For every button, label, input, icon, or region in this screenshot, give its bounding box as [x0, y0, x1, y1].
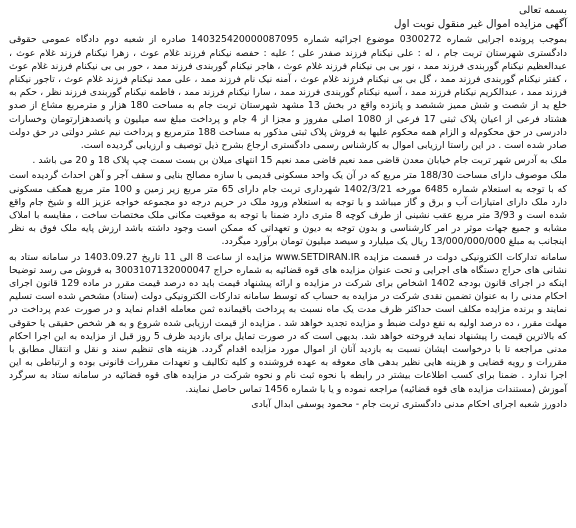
- case-paragraph: بموجب پرونده اجرایی شماره 0300272 موضوع اجرائیه شماره 140325420000087095 صادره از شعبه دوم دادگاه عمومی حقوقی دادگستری شهرستان تربت جام ، له : علی نیکنام فرزند صفدر علی ؛ علیه : حفصه نیکنام فرزند غلام عوث ، زهرا نیکنام فرزند غلام عوث ، عبدالعظیم نیکنام گوربندی فرزند ممد ، نور بی بی نیکنام فرزند غلام عوث ، هاجر نیکنام گوربندی فرزند ممد ، حور بی بی نیکنام فرزند غلام عوث ، کفتر نیکنام گوربندی فرزند ممد ، گل بی بی نیکنام فرزند غلام عوث ، آمنه نیک نام فرزند ممد ، علی ممد نیکنام فرزند غلام عوث ، تاجور نیکنام فرزند ممد ، عبدالکریم نیکنام فرزند ممد ، آسیه نیکنام گوربندی فرزند ممد ، سارا نیکنام فرزند ممد ، فاطمه نیکنام گوربندی فرزند نظر ، حکم به خلع ید از شصت و شش ممیز ششصد و پانزده واقع در بخش 13 مشهد شهرستان تربت جام به مساحت 180 هزار و مترمربع مشاع از صدو هشتاد فرعی از اعیان پلاک ثبتی 17 فرعی از 1080 اصلی مفروز و مجزا از 4 جام و پرداخت مبلغ سه میلیون و پانصدهزارتومان وخسارات دادرسی در حق محکوم‌له و الزام همه محکوم علیها به فروش پلاک ثبتی مذکور به مساحت 188 مترمربع و پرداخت نیم عشر دولتی در حق دولت صادر شده است . در این راستا ارزیابی اموال به کارشناس رسمی دادگستری ارجاع بشرح ذیل توصیف و ارزیابی گردیده است.: [9, 34, 568, 152]
- property-description: ملک موصوف دارای مساحت 188/30 متر مربع که در آن یک واحد مسکونی قدیمی با سازه مصالح بنایی و سقف آجر و آهن احداث گردیده است که با توجه به استعلام شماره 6485 مورخه 1402/3/21 شهرداری تربت جام دارای 65 متر مربع زیر زمین و 100 متر مربع همکف مسکونی دارد ملک دارای امتیازات آب و برق و گاز میباشد و با توجه به استعلام ورود ملک در حریم درجه دو مجموعه خواجه عزیز الله و شیخ جام واقع شده است و 3/93 متر مربع عقب نشینی از طرف کوچه 8 متری دارد ضمنا با توجه به موقعیت مکانی ملک مختصات ساخت ، مقایسه با املاک مشابه و جمیع جهات موثر در امر کارشناسی و بدون توجه به دیون و تعهداتی که ممکن است وجود داشته باشد ارزش پایه ملک فوق به نظر اینجانب به مبلغ 13/000/000/000 ریال یک میلیارد و سیصد میلیون تومان برآورد میگردد.: [9, 170, 567, 248]
- auction-details: سامانه تدارکات الکترونیکی دولت در قسمت مزایده www.SETDIRAN.IR مزایده از ساعت 8 الی 11 تاریخ 1403.09.27 در سامانه ستاد به نشانی های حراج دستگاه های اجرایی و تحت عنوان مزایده های قوه قضائیه به شماره حراج 3003107132000047 به فروش می رسد توضیحا اینکه در اجرای قانون بودجه 1402 اشخاص برای شرکت در مزایده و ارائه پیشنهاد قیمت باید ده درصد قیمت مقرر در ماده 129 قانون اجرای احکام مدنی را به عنوان تضمین نقدی شرکت در مزایده به حساب که توسط سامانه تدارکات الکترونیکی دولت (ستاد) مشخص شده است تسلیم نمایند و برنده مزایده مکلف است حداکثر ظرف مدت یک ماه نسبت به پرداخت باقیمانده ثمن معامله اقدام نماید و در صورت عدم پرداخت در مهلت مقرر ، ده درصد اولیه به نفع دولت ضبط و مزایده تجدید خواهد شد . مزایده از قیمت ارزیابی شده شروع و به هر شخص حقیقی یا حقوقی که بالاترین قیمت را پیشنهاد نماید فروخته خواهد شد. بدیهی است که در صورت تمایل برای بازدید ظرف 5 روز قبل از مزایده به این اجرا احکام مدنی مراجعه تا با درخواست ایشان نسبت به بازدید آنان از اموال مورد مزایده اقدام گردد. هزینه های تنظیم سند و نقل و انتقال مطابق با مقررات و رویه قضایی و هزینه هایی نظیر بدهی های معوقه به عهده فروشنده و کلیه تکالیف و تعهدات مقررات قانونی بوده و ارتباطی به این اجرا ندارد . ضمنا برای کسب اطلاعات بیشتر در رابطه با نحوه ثبت نام و نحوه شرکت در مزایده های قوه قضائیه در سامانه ستاد به سرگرد آموزش (مستندات مزایده های قوه قضائیه) مراجعه نموده و یا با شماره 1456 تماس حاصل نمایند.: [9, 251, 568, 395]
- notice-title: آگهی مزایده اموال غیر منقول نوبت اول: [393, 18, 567, 31]
- invocation-heading: بسمه تعالی: [518, 5, 567, 16]
- property-address: ملک به آدرس شهر تربت جام خیابان معدن قاضی ممد نعیم قاضی ممد نعیم 15 انتهای میلان بن بست سمت چپ پلاک 18 و 20 می باشد .: [32, 155, 567, 167]
- signature-block: [9, 398, 567, 411]
- signature-line: دادورز شعبه اجرای احکام مدنی دادگستری تربت جام - محمود یوسفی ابدال آبادی: [251, 398, 567, 410]
